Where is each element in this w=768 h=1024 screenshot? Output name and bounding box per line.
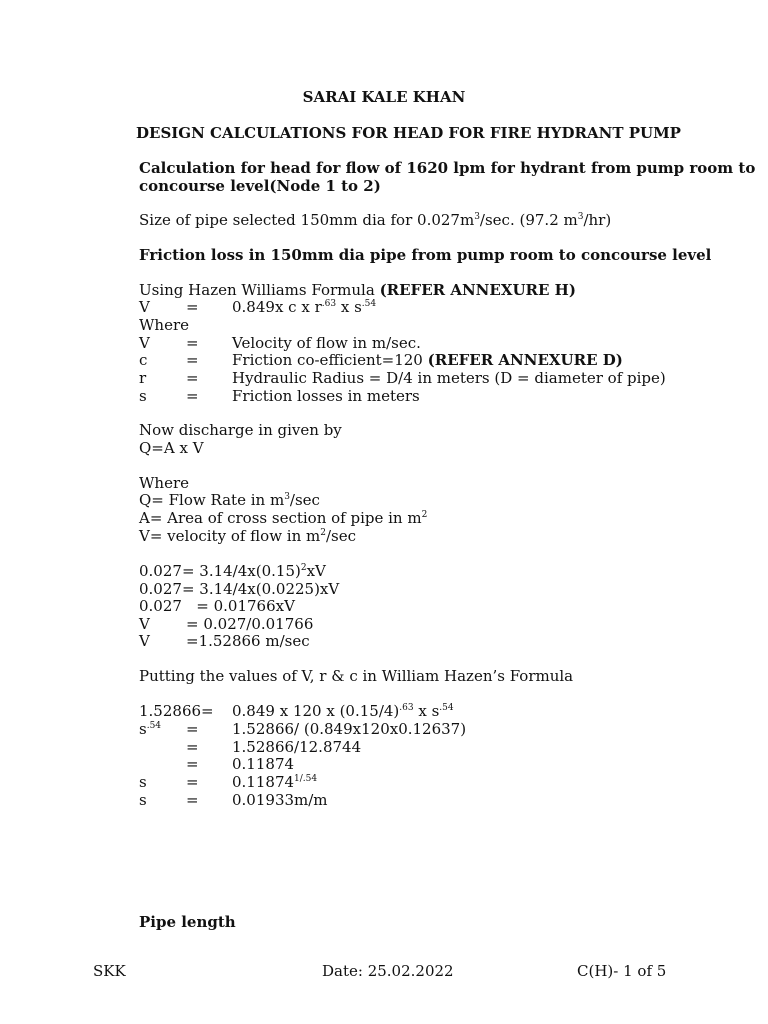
step-equals: = [186, 738, 199, 756]
calc-line: $0.027= 3.14/4x(0.15)^2xV$ [139, 562, 326, 580]
step-lhs: 1.52866= [139, 702, 214, 720]
step-lhs: s [139, 791, 147, 809]
formula-v-symbol: V [139, 298, 150, 316]
formula-expression: 0.849x c x $r^{.63}$ x $s^{.54}$ [232, 298, 377, 316]
section-heading-line1: Calculation for head for flow of 1620 lpm for hydrant from pump room to [139, 159, 756, 177]
step-rhs: 0.11874 [232, 755, 295, 773]
step-equals: = [186, 755, 199, 773]
step-rhs: 0.01933m/m [232, 791, 328, 809]
step-rhs: 1.52866/12.8744 [232, 738, 362, 756]
where-label: Where [139, 474, 190, 492]
calc-line: 0.027= 3.14/4x(0.0225)xV [139, 580, 340, 598]
footer-date: Date: 25.02.2022 [322, 962, 454, 980]
calc-line: 0.027 = 0.01766xV [139, 597, 295, 615]
def-equals: = [186, 351, 199, 369]
discharge-formula: Q=A x V [139, 439, 204, 457]
def-text: Velocity of flow in m/sec. [232, 334, 421, 352]
step-rhs: 1.52866/ (0.849x120x0.12637) [232, 720, 467, 738]
putting-values-text: Putting the values of V, r & c in William Hazen’s Formula [139, 667, 574, 685]
def-text: Hydraulic Radius = D/4 in meters (D = diameter of pipe) [232, 369, 666, 387]
calc-v-symbol: V [139, 632, 150, 650]
pipe-size-line: Size of pipe selected 150mm dia for $0.027m^3/\sec$. (97.2 $m^3/hr$) [139, 211, 612, 229]
def-symbol: r [139, 369, 147, 387]
def-text: Friction co-efficient=120 (REFER ANNEXURE D) [232, 351, 623, 369]
step-lhs: $s^{.54}$ [139, 720, 162, 738]
calc-line: = 0.027/0.01766 [186, 615, 314, 633]
def-equals: = [186, 369, 199, 387]
step-lhs: s [139, 773, 147, 791]
calc-v-symbol: V [139, 615, 150, 633]
pipe-length-heading: Pipe length [139, 913, 236, 931]
def-equals: = [186, 387, 199, 405]
q-definition: Q= Flow Rate in $m^3/\sec$ [139, 491, 320, 509]
def-symbol: s [139, 387, 147, 405]
step-equals: = [186, 791, 199, 809]
document-title: SARAI KALE KHAN [302, 88, 466, 106]
def-symbol: c [139, 351, 148, 369]
step-rhs: 0.849 x 120 x $(0.15/4)^{.63}$ x $s^{.54}$ [232, 702, 454, 720]
discharge-intro: Now discharge in given by [139, 421, 342, 439]
step-rhs: $0.11874^{1/.54}$ [232, 773, 318, 791]
where-label: Where [139, 316, 190, 334]
a-definition: A= Area of cross section of pipe in $m^2$ [139, 509, 428, 527]
friction-heading: Friction loss in 150mm dia pipe from pump room to concourse level [139, 246, 712, 264]
footer-page-number: C(H)- 1 of 5 [577, 962, 667, 980]
hazen-williams-line: Using Hazen Williams Formula (REFER ANNEXURE H) [139, 281, 576, 299]
formula-equals: = [186, 298, 199, 316]
step-equals: = [186, 720, 199, 738]
v-definition: V= velocity of flow in $m^2/\sec$ [139, 527, 357, 545]
document-subtitle: DESIGN CALCULATIONS FOR HEAD FOR FIRE HYDRANT PUMP [136, 124, 681, 142]
def-text: Friction losses in meters [232, 387, 420, 405]
footer-left: SKK [93, 962, 126, 980]
def-symbol: V [139, 334, 150, 352]
def-equals: = [186, 334, 199, 352]
calc-result: =1.52866 m/sec [186, 632, 310, 650]
section-heading-line2: concourse level(Node 1 to 2) [139, 177, 381, 195]
step-equals: = [186, 773, 199, 791]
